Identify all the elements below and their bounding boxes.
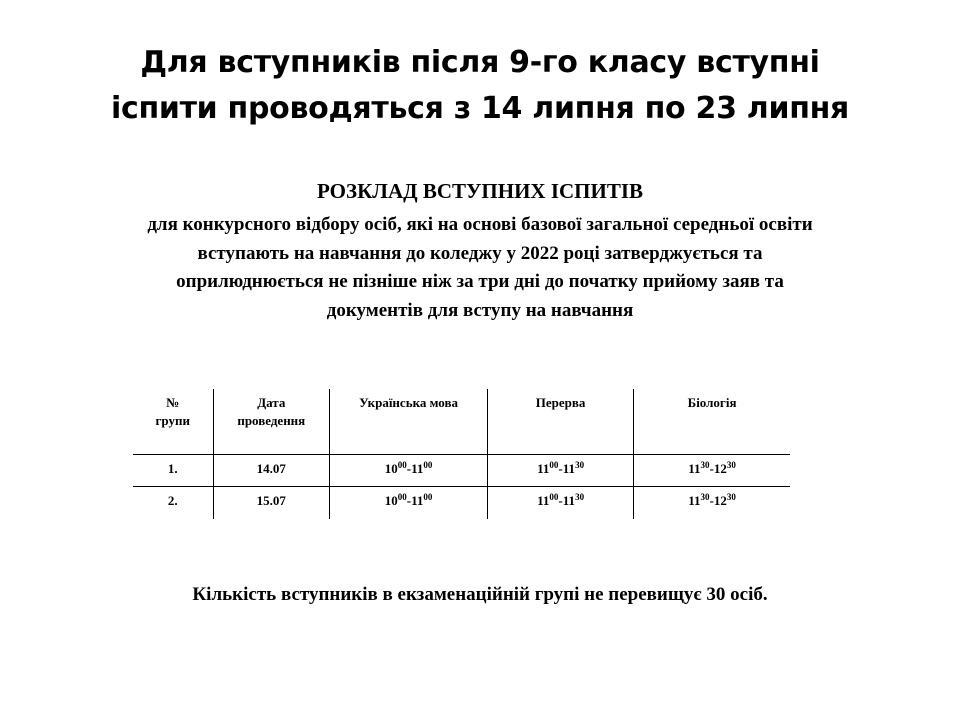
cell-date: 14.07 [213, 455, 330, 487]
cell-group: 2. [133, 487, 213, 519]
header-biology: Біологія [634, 389, 790, 455]
header-break: Перерва [488, 389, 634, 455]
schedule-description [20, 211, 940, 325]
table-row [133, 455, 790, 487]
description-line-4: документів для вступу на навчання [326, 299, 634, 321]
exam-schedule-table [133, 389, 790, 519]
group-size-note: Кількість вступників в екзаменаційній групі не перевищує 30 осіб. [192, 584, 768, 605]
cell-ukrainian-time: $10^{00}-11^{00}$ [330, 487, 488, 519]
cell-biology-time: $11^{30}-12^{30}$ [634, 487, 790, 519]
page-title-line-1: Для вступників після 9-го класу вступні [140, 45, 820, 80]
description-line-2: вступають на навчання до коледжу у 2022 році затверджується та [197, 242, 763, 264]
header-date [213, 389, 330, 455]
header-group-number [133, 389, 213, 455]
description-line-1: для конкурсного відбору осіб, які на основі базової загальної середньої освіти [147, 214, 813, 235]
cell-date: 15.07 [213, 487, 330, 519]
page-title-line-2: іспити проводяться з 14 липня по 23 липня [110, 91, 850, 126]
header-ukrainian: Українська мова [330, 389, 488, 455]
header-group-number-line-2: групи [155, 413, 190, 428]
description-line-3: оприлюднюється не пізніше ніж за три дні до початку прийому заяв та [176, 271, 784, 292]
cell-ukrainian-time: $10^{00}-11^{00}$ [330, 455, 488, 487]
header-date-line-1: Дата [257, 395, 286, 410]
cell-biology-time: $11^{30}-12^{30}$ [634, 455, 790, 487]
cell-break-time: $11^{00}-11^{30}$ [488, 487, 634, 519]
schedule-heading: РОЗКЛАД ВСТУПНИХ ІСПИТІВ [316, 179, 644, 203]
header-date-line-2: проведення [237, 413, 306, 428]
header-group-number-line-1: № [166, 395, 180, 410]
table-row [133, 487, 790, 519]
cell-group: 1. [133, 455, 213, 487]
cell-break-time: $11^{00}-11^{30}$ [488, 455, 634, 487]
page-title [20, 40, 940, 132]
table-header-row [133, 389, 790, 455]
